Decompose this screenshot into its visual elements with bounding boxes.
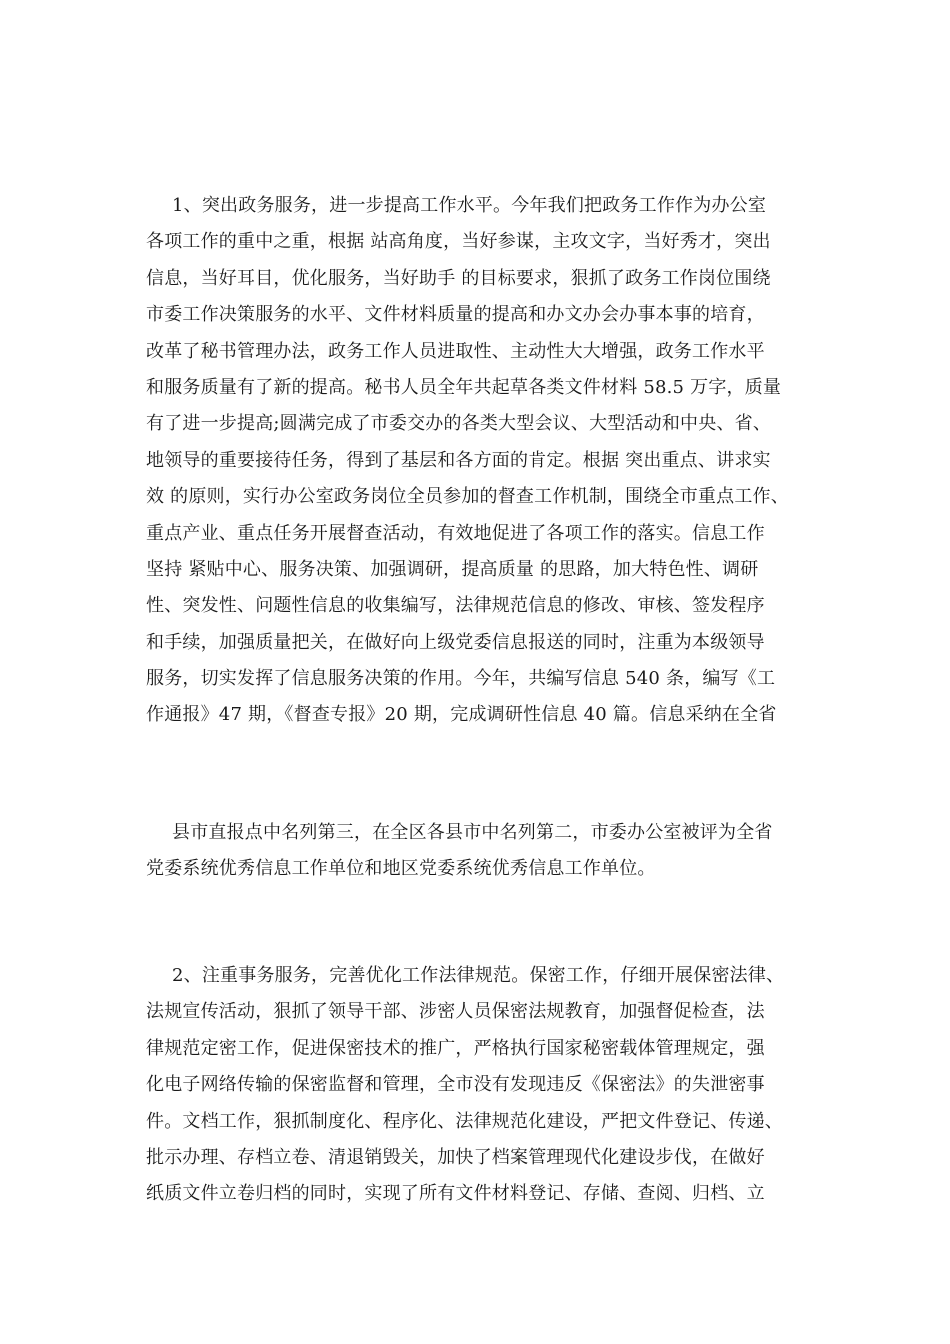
text-line: 和手续，加强质量把关，在做好向上级党委信息报送的同时，注重为本级领导	[146, 631, 765, 653]
text-line: 件。文档工作，狠抓制度化、程序化、法律规范化建设，严把文件登记、传递、	[146, 1110, 783, 1132]
paragraph-continuation	[146, 815, 826, 888]
text-line: 纸质文件立卷归档的同时，实现了所有文件材料登记、存储、查阅、归档、立	[146, 1183, 765, 1205]
text-line: 重点产业、重点任务开展督查活动，有效地促进了各项工作的落实。信息工作	[146, 522, 765, 544]
text-line: 市委工作决策服务的水平、文件材料质量的提高和办文办会办事本事的培育，	[146, 304, 765, 326]
text-line: 律规范定密工作，促进保密技术的推广，严格执行国家秘密载体管理规定，强	[146, 1037, 765, 1059]
text-line: 化电子网络传输的保密监督和管理，全市没有发现违反《保密法》的失泄密事	[146, 1074, 765, 1096]
text-line: 批示办理、存档立卷、清退销毁关，加快了档案管理现代化建设步伐，在做好	[146, 1146, 765, 1168]
text-line: 坚持 紧贴中心、服务决策、加强调研，提高质量 的思路，加大特色性、调研	[146, 558, 759, 580]
text-line: 作通报》47 期，《督查专报》20 期，完成调研性信息 40 篇。信息采纳在全省	[146, 704, 777, 726]
text-line: 性、突发性、问题性信息的收集编写，法律规范信息的修改、审核、签发程序	[146, 595, 765, 617]
text-line: 有了进一步提高;圆满完成了市委交办的各类大型会议、大型活动和中央、省、	[146, 413, 772, 435]
text-line: 效 的原则，实行办公室政务岗位全员参加的督查工作机制，围绕全市重点工作、	[146, 486, 789, 508]
text-line: 改革了秘书管理办法，政务工作人员进取性、主动性大大增强，政务工作水平	[146, 340, 765, 362]
text-line: 地领导的重要接待任务，得到了基层和各方面的肯定。根据 突出重点、讲求实	[146, 449, 771, 471]
text-line: 法规宣传活动，狠抓了领导干部、涉密人员保密法规教育，加强督促检查，法	[146, 1001, 765, 1023]
text-line: 各项工作的重中之重，根据 站高角度，当好参谋，主攻文字，当好秀才，突出	[146, 231, 771, 253]
text-line: 党委系统优秀信息工作单位和地区党委系统优秀信息工作单位。	[146, 858, 656, 880]
paragraph-political-service	[146, 188, 826, 734]
text-line: 信息，当好耳目，优化服务，当好助手 的目标要求，狠抓了政务工作岗位围绕	[146, 267, 771, 289]
text-line: 服务，切实发挥了信息服务决策的作用。今年，共编写信息 540 条，编写《工	[146, 668, 776, 690]
paragraph-affairs-service	[146, 958, 826, 1213]
text-line: 和服务质量有了新的提高。秘书人员全年共起草各类文件材料 58.5 万字，质量	[146, 376, 782, 398]
text-line: 2、注重事务服务，完善优化工作法律规范。保密工作，仔细开展保密法律、	[172, 965, 785, 986]
text-line: 县市直报点中名列第三，在全区各县市中名列第二，市委办公室被评为全省	[172, 822, 773, 843]
text-line: 1、突出政务服务，进一步提高工作水平。今年我们把政务工作作为办公室	[172, 195, 767, 216]
